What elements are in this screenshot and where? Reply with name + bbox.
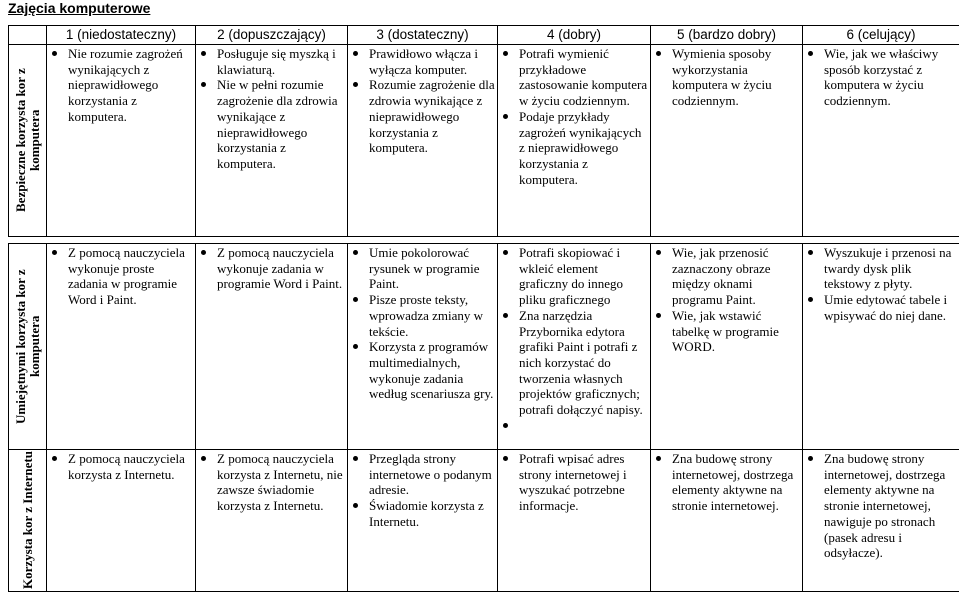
criteria-cell bbox=[47, 45, 196, 237]
list-item: Wymienia sposoby wykorzystania komputera w życiu codziennym. bbox=[653, 46, 800, 109]
list-item: Zna budowę strony internetowej, dostrzega elementy aktywne na stronie internetowej. bbox=[653, 451, 800, 514]
criteria-cell bbox=[47, 450, 196, 592]
row-label: Korzysta kor z Internetu bbox=[21, 451, 35, 589]
criteria-cell bbox=[498, 244, 651, 450]
table-row bbox=[9, 45, 959, 237]
row-label-cell bbox=[9, 244, 47, 450]
list-item: Zna budowę strony internetowej, dostrzega elementy aktywne na stronie internetowej, nawiguje po stronach (pasek adresu i odsyłacze). bbox=[805, 451, 957, 561]
criteria-cell bbox=[348, 244, 498, 450]
list-item: Potrafi wpisać adres strony internetowej i wyszukać potrzebne informacje. bbox=[500, 451, 648, 514]
list-item: Pisze proste teksty, wprowadza zmiany w tekście. bbox=[350, 292, 495, 339]
list-item: Posługuje się myszką i klawiaturą. bbox=[198, 46, 345, 77]
criteria-cell bbox=[803, 45, 959, 237]
grade-header: 3 (dostateczny) bbox=[348, 26, 498, 45]
list-item: Rozumie zagrożenie dla zdrowia wynikające z nieprawidłowego korzystania z komputera. bbox=[350, 77, 495, 156]
criteria-cell bbox=[196, 450, 348, 592]
list-item: Korzysta z programów multimedialnych, wykonuje zadania według scenariusza gry. bbox=[350, 339, 495, 402]
list-item: Z pomocą nauczyciela korzysta z Internetu. bbox=[49, 451, 193, 482]
grading-table bbox=[8, 25, 959, 592]
list-item: Z pomocą nauczyciela korzysta z Internetu, nie zawsze świadomie korzysta z Internetu. bbox=[198, 451, 345, 514]
criteria-cell bbox=[498, 450, 651, 592]
list-item: Umie edytować tabele i wpisywać do niej dane. bbox=[805, 292, 957, 323]
list-item: Wie, jak wstawić tabelkę w programie WORD. bbox=[653, 308, 800, 355]
list-item: Przegląda strony internetowe o podanym adresie. bbox=[350, 451, 495, 498]
grade-header: 6 (celujący) bbox=[803, 26, 959, 45]
list-item: Nie w pełni rozumie zagrożenie dla zdrowia wynikające z nieprawidłowego korzystania z komputera. bbox=[198, 77, 345, 171]
row-label: Umiejętnymi korzysta kor z komputera bbox=[14, 244, 42, 449]
list-item: Prawidłowo włącza i wyłącza komputer. bbox=[350, 46, 495, 77]
corner-cell bbox=[9, 26, 47, 45]
criteria-cell bbox=[651, 45, 803, 237]
list-item: Wie, jak we właściwy sposób korzystać z komputera w życiu codziennym. bbox=[805, 46, 957, 109]
row-label-cell bbox=[9, 450, 47, 592]
grade-header: 5 (bardzo dobry) bbox=[651, 26, 803, 45]
list-item: Umie pokolorować rysunek w programie Paint. bbox=[350, 245, 495, 292]
list-item: Potrafi skopiować i wkleić element graficzny do innego pliku graficznego bbox=[500, 245, 648, 308]
criteria-cell bbox=[803, 244, 959, 450]
gap-cell bbox=[9, 237, 959, 244]
row-gap bbox=[9, 237, 959, 244]
list-item: Wyszukuje i przenosi na twardy dysk plik tekstowy z płyty. bbox=[805, 245, 957, 292]
list-item: Nie rozumie zagrożeń wynikających z nieprawidłowego korzystania z komputera. bbox=[49, 46, 193, 125]
list-item: Wie, jak przenosić zaznaczony obraze między oknami programu Paint. bbox=[653, 245, 800, 308]
criteria-cell bbox=[348, 450, 498, 592]
row-label-cell bbox=[9, 45, 47, 237]
criteria-cell bbox=[348, 45, 498, 237]
list-item: Świadomie korzysta z Internetu. bbox=[350, 498, 495, 529]
list-item: Z pomocą nauczyciela wykonuje zadania w programie Word i Paint. bbox=[198, 245, 345, 292]
row-label: Bezpieczne korzysta kor z komputera bbox=[14, 45, 42, 236]
criteria-cell bbox=[651, 244, 803, 450]
criteria-cell bbox=[651, 450, 803, 592]
criteria-cell bbox=[196, 45, 348, 237]
criteria-cell bbox=[47, 244, 196, 450]
table-row bbox=[9, 450, 959, 592]
grade-header: 1 (niedostateczny) bbox=[47, 26, 196, 45]
criteria-cell bbox=[196, 244, 348, 450]
header-row bbox=[9, 26, 959, 45]
grade-header: 4 (dobry) bbox=[498, 26, 651, 45]
table-row bbox=[9, 244, 959, 450]
page-title: Zajęcia komputerowe bbox=[8, 0, 150, 16]
list-item: Potrafi wymienić przykładowe zastosowanie komputera w życiu codziennym. bbox=[500, 46, 648, 109]
criteria-cell bbox=[803, 450, 959, 592]
list-item: Podaje przykłady zagrożeń wynikających z nieprawidłowego korzystania z komputera. bbox=[500, 109, 648, 188]
grade-header: 2 (dopuszczający) bbox=[196, 26, 348, 45]
list-item: Z pomocą nauczyciela wykonuje proste zadania w programie Word i Paint. bbox=[49, 245, 193, 308]
criteria-cell bbox=[498, 45, 651, 237]
list-item: Zna narzędzia Przybornika edytora grafiki Paint i potrafi z nich korzystać do tworzenia własnych projektów graficznych; potrafi dołączyć napisy. bbox=[500, 308, 648, 418]
